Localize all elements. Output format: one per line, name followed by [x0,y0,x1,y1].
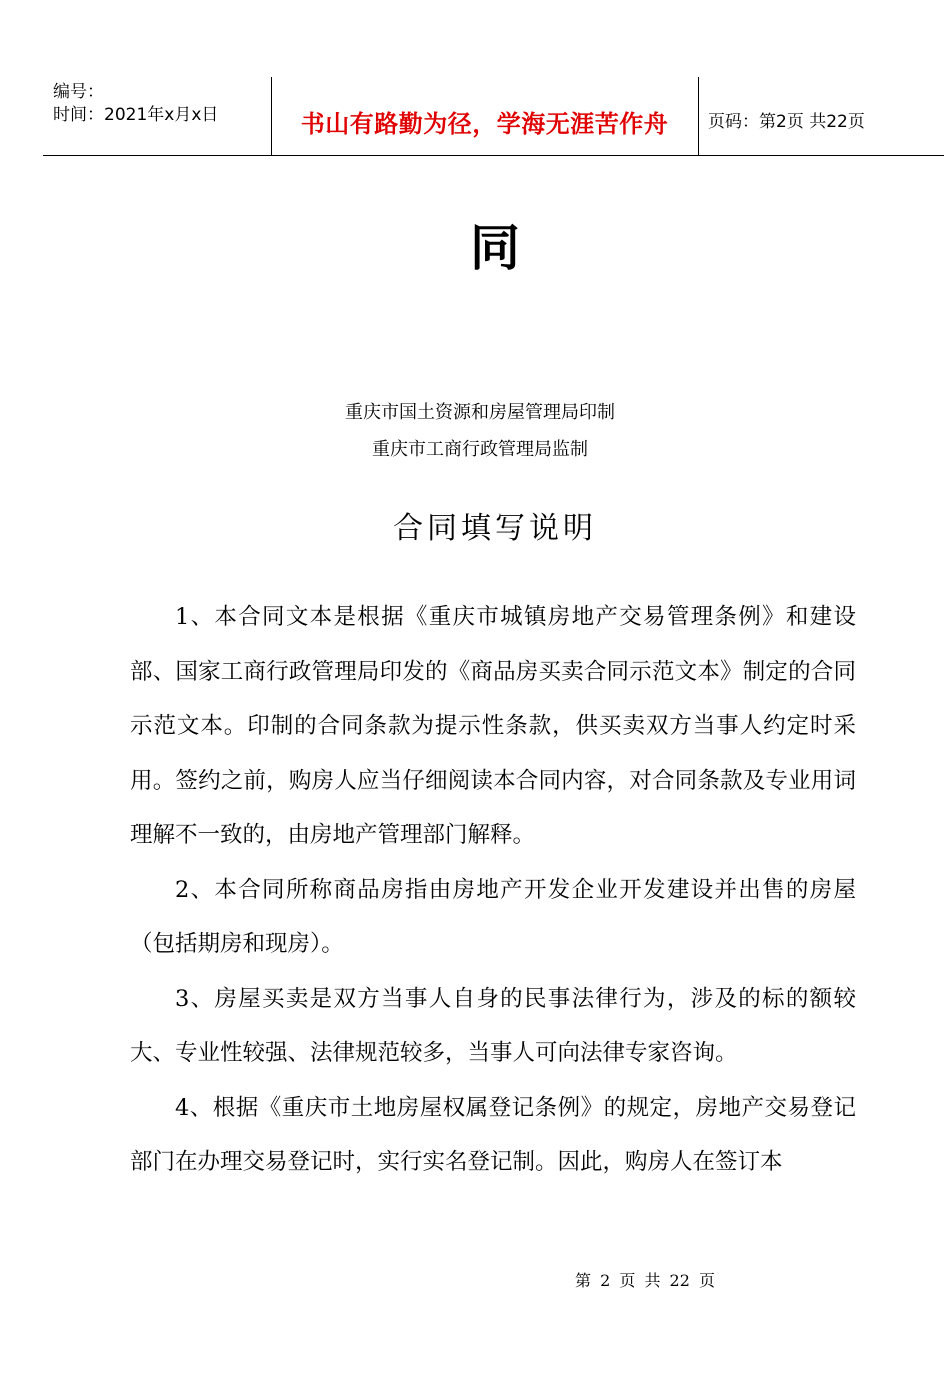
section-title: 合同填写说明 [393,511,597,546]
header-motto: 书山有路勤为径，学海无涯苦作舟 [300,109,669,138]
header-middle-cell [271,77,699,155]
paragraph: 2、本合同所称商品房指由房地产开发企业开发建设并出售的房屋（包括期房和现房）。 [130,876,856,957]
document-title-char: 同 [470,218,520,277]
document-number-label: 编号： [53,82,104,102]
header-page-info: 页码：第2页 共22页 [708,112,865,132]
paragraph: 1、本合同文本是根据《重庆市城镇房地产交易管理条例》和建设部、国家工商行政管理局印发的《商品房买卖合同示范文本》制定的合同示范文本。印制的合同条款为提示性条款，供买卖双方当事人约定时采用。签约之前，购房人应当仔细阅读本合同内容，对合同条款及专业用词理解不一致的，由房地产管理部门解释。 [130,604,856,848]
header-left-cell [43,77,272,155]
paragraph: 3、房屋买卖是双方当事人自身的民事法律行为，涉及的标的额较大、专业性较强、法律规范较多，当事人可向法律专家咨询。 [130,985,856,1066]
paragraph: 4、根据《重庆市土地房屋权属登记条例》的规定，房地产交易登记部门在办理交易登记时，实行实名登记制。因此，购房人在签订本 [130,1094,856,1175]
header-right-cell [698,77,944,155]
page-header [43,77,944,156]
document-time-label: 时间：2021年x月x日 [53,105,219,125]
issuer-line-1: 重庆市国土资源和房屋管理局印制 [345,402,615,423]
issuer-line-2: 重庆市工商行政管理局监制 [372,439,588,460]
page-footer: 第 2 页 共 22 页 [575,1271,715,1290]
body-text [130,590,856,1190]
